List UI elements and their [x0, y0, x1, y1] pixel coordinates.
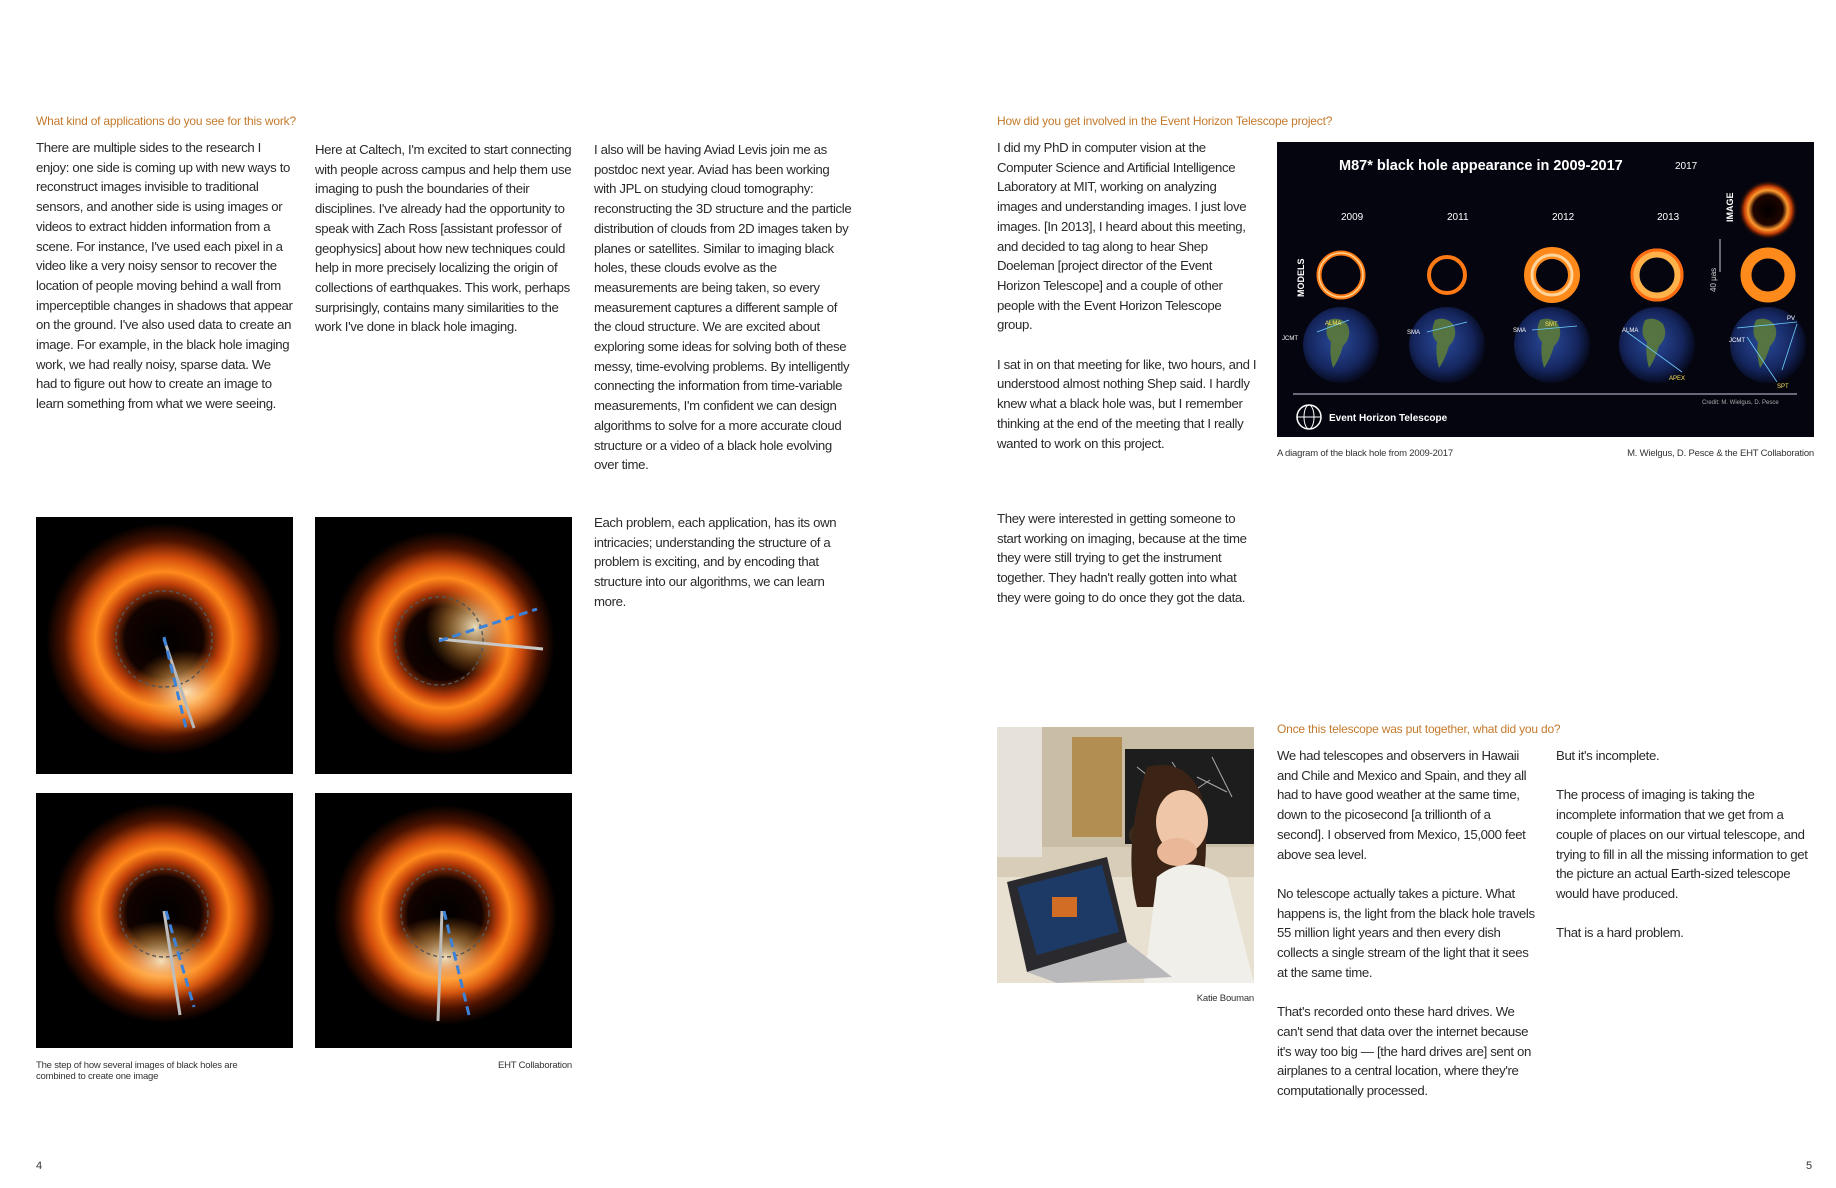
left-figure-caption: The step of how several images of black holes are combined to create one image [36, 1060, 238, 1082]
paragraph: I sat in on that meeting for like, two hours, and I understood almost nothing Shep said. I hardly knew what a black hole was, but I remember thinking at the end of the meeting that I really wanted to work on this project. [997, 356, 1257, 451]
paragraph: Here at Caltech, I'm excited to start connecting with people across campus and help them use imaging to push the boundaries of their disciplines. I've already had the opportunity to speak with Zach Ross [assistant professor of geophysics] about how new techniques could help in more precisely localizing the origin of collections of earthquakes. This work, perhaps surprisingly, contains many similarities to the work I've done in black hole imaging. [315, 142, 572, 335]
paragraph: The process of imaging is taking the incomplete information that we get from a couple of places on our virtual telescope, and trying to fill in all the missing information to get the picture an actual Earth-sized telescope would have produced. [1556, 787, 1808, 901]
m87-caption: A diagram of the black hole from 2009-2017 [1277, 448, 1453, 459]
black-hole-ring-1 [36, 517, 293, 774]
m87-row-image: IMAGE [1725, 192, 1735, 222]
m87-image-2017 [1738, 180, 1798, 240]
station-label: PV [1787, 316, 1796, 322]
m87-title: M87* black hole appearance in 2009-2017 [1339, 158, 1623, 174]
m87-credit: M. Wielgus, D. Pesce & the EHT Collaboration [1627, 448, 1814, 459]
m87-diagram [1277, 142, 1814, 437]
station-label: SMA [1407, 330, 1421, 336]
photo-illustration [997, 727, 1254, 983]
m87-scale-label: 40 μas [1709, 267, 1718, 292]
m87-credit-small: Credit: M. Wielgus, D. Pesce [1702, 400, 1779, 406]
left-heading: What kind of applications do you see for this work? [36, 114, 296, 128]
eht-logo-text: Event Horizon Telescope [1329, 413, 1448, 424]
m87-row-models: MODELS [1296, 258, 1306, 297]
paragraph: They were interested in getting someone to start working on imaging, because at the time they were still trying to get the instrument together. They hadn't really gotten into what they were going to do once they got the data. [997, 511, 1247, 605]
photo-caption: Katie Bouman [1196, 993, 1254, 1004]
right-col1b [997, 509, 1257, 627]
m87-figure [1277, 142, 1814, 437]
station-label: JCMT [1282, 336, 1298, 342]
station-label: ALMA [1622, 328, 1639, 334]
paragraph: That's recorded onto these hard drives. We can't send that data over the internet because it's way too big — [the hard drives are] sent on airplanes to a central location, where they're computationally processed. [1277, 1004, 1532, 1098]
page-number-right: 5 [1806, 1160, 1813, 1172]
black-hole-ring-2 [315, 517, 572, 774]
right-col2 [1277, 746, 1539, 1120]
black-hole-image-4 [315, 793, 572, 1048]
station-label: SMA [1513, 328, 1527, 334]
station-label: ALMA [1325, 321, 1342, 327]
station-label: SMT [1545, 322, 1558, 328]
paragraph: There are multiple sides to the research I enjoy: one side is coming up with new ways to reconstruct images invisible to traditional sensors, and another side is using images or videos to extract hidden information from a scene. For instance, I've used each pixel in a video like a very noisy sensor to recover the location of people moving behind a wall from imperceptible changes in shadows that appear on the ground. I've also used data to create an image. For example, in the black hole imaging work, we had really noisy, sparse data. We had to figure out how to create an image to learn something from what we were seeing. [36, 140, 293, 412]
m87-year-2017: 2017 [1675, 161, 1698, 172]
paragraph: That is a hard problem. [1556, 925, 1684, 941]
black-hole-image-3 [36, 793, 293, 1048]
paragraph: We had telescopes and observers in Hawaii and Chile and Mexico and Spain, and they all had to have good weather at the same time, down to the picosecond [a trillionth of a second]. I observed from Mexico, 15,000 feet above sea level. [1277, 748, 1527, 862]
right-heading-2: Once this telescope was put together, what did you do? [1277, 722, 1561, 736]
left-col3b [594, 513, 854, 631]
station-label: APEX [1669, 376, 1686, 382]
black-hole-image-2 [315, 517, 572, 774]
black-hole-image-1 [36, 517, 293, 774]
left-col2 [315, 140, 572, 357]
station-label: SPT [1777, 384, 1789, 390]
left-figure-credit: EHT Collaboration [497, 1060, 572, 1071]
right-col1 [997, 138, 1257, 473]
right-heading-1: How did you get involved in the Event Horizon Telescope project? [997, 114, 1333, 128]
left-col3 [594, 140, 854, 495]
m87-year: 2011 [1447, 212, 1469, 223]
paragraph: But it's incomplete. [1556, 748, 1660, 763]
page-number-left: 4 [36, 1160, 43, 1172]
right-col3 [1556, 746, 1814, 963]
m87-year: 2013 [1657, 212, 1680, 223]
black-hole-ring-4 [315, 793, 572, 1048]
m87-year: 2012 [1552, 212, 1575, 223]
m87-year: 2009 [1341, 212, 1364, 223]
station-label: JCMT [1729, 338, 1745, 344]
left-col1 [36, 138, 295, 434]
katie-bouman-photo [997, 727, 1254, 983]
paragraph: No telescope actually takes a picture. What happens is, the light from the black hole travels 55 million light years and then every dish collects a single stream of the light that it sees at the same time. [1277, 885, 1535, 980]
black-hole-ring-3 [36, 793, 293, 1048]
paragraph: I also will be having Aviad Levis join me as postdoc next year. Aviad has been working with JPL on studying cloud tomography: reconstructing the 3D structure and the particle distribution of clouds from 2D images taken by planes or satellites. Similar to imaging black holes, these clouds evolve as the measurements are being taken, so every measurement captures a different sample of the cloud structure. We are excited about exploring some ideas for solving both of these messy, time-evolving problems. By intelligently connecting the information from time-variable measurements, I'm confident we can design algorithms to solve for a more accurate cloud structure or a video of a black hole evolving over time. [594, 142, 852, 473]
paragraph: I did my PhD in computer vision at the Computer Science and Artificial Intelligence Laboratory at MIT, working on analyzing images and understanding images. I just love images. [In 2013], I heard about this meeting, and decided to tag along to hear Shep Doeleman [project director of the Event Horizon Telescope] and a couple of other people with the Event Horizon Telescope group. [997, 140, 1247, 333]
paragraph: Each problem, each application, has its own intricacies; understanding the structure of a problem is exciting, and by encoding that structure into our algorithms, we can learn more. [594, 515, 837, 609]
